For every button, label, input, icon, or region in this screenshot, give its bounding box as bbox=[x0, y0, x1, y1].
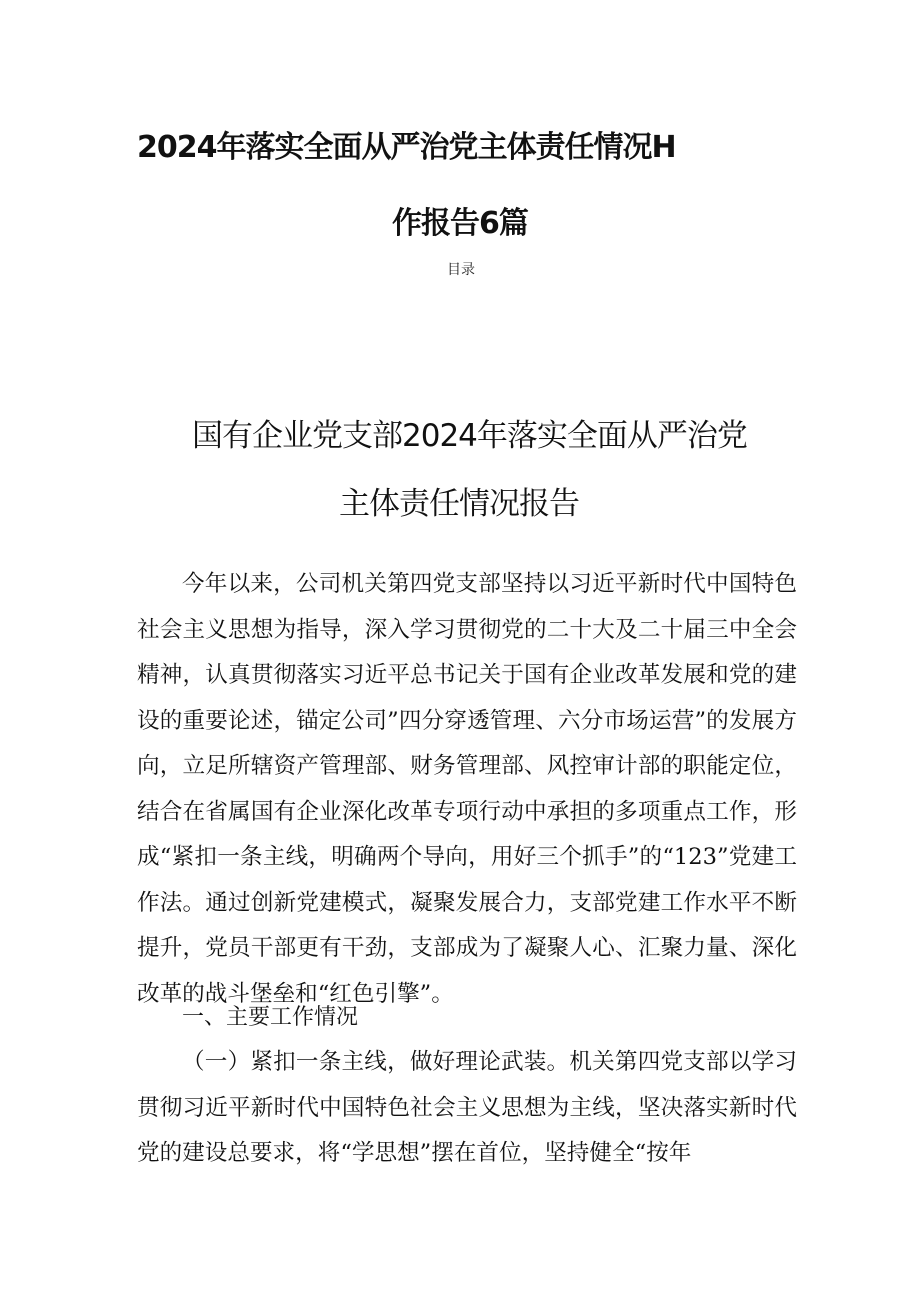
heading-main-work: 一、主要工作情况 bbox=[182, 1005, 359, 1030]
document-title-line-1: 2024年落实全面从严治党主体责任情况H bbox=[137, 130, 676, 165]
intro-paragraph: 今年以来，公司机关第四党支部坚持以习近平新时代中国特色社会主义思想为指导，深入学习贯彻党的二十大及二十届三中全会精神，认真贯彻落实习近平总书记关于国有企业改革发展和党的建设的重要论述，锚定公司”四分穿透管理、六分市场运营”的发展方向，立足所辖资产管理部、财务管理部、风控审计部的职能定位，结合在省属国有企业深化改革专项行动中承担的多项重点工作，形成“紧扣一条主线，明确两个导向，用好三个抓手”的“123”党建工作法。通过创新党建模式，凝聚发展合力，支部党建工作水平不断提升，党员干部更有干劲，支部成为了凝聚人心、汇聚力量、深化改革的战斗堡垒和“红色引擎”。 bbox=[137, 571, 797, 1007]
section-title-line-1: 国有企业党支部2024年落实全面从严治党 bbox=[192, 418, 747, 454]
document-title-line-2: 作报告6篇 bbox=[392, 206, 528, 241]
work-paragraph-1: （一）紧扣一条主线，做好理论武装。机关第四党支部以学习贯彻习近平新时代中国特色社会主义思想为主线，坚决落实新时代党的建设总要求，将“学思想”摆在首位，坚持健全“按年 bbox=[137, 1049, 797, 1166]
section-title-line-2: 主体责任情况报告 bbox=[339, 486, 579, 522]
table-of-contents-label: 目录 bbox=[447, 262, 475, 278]
